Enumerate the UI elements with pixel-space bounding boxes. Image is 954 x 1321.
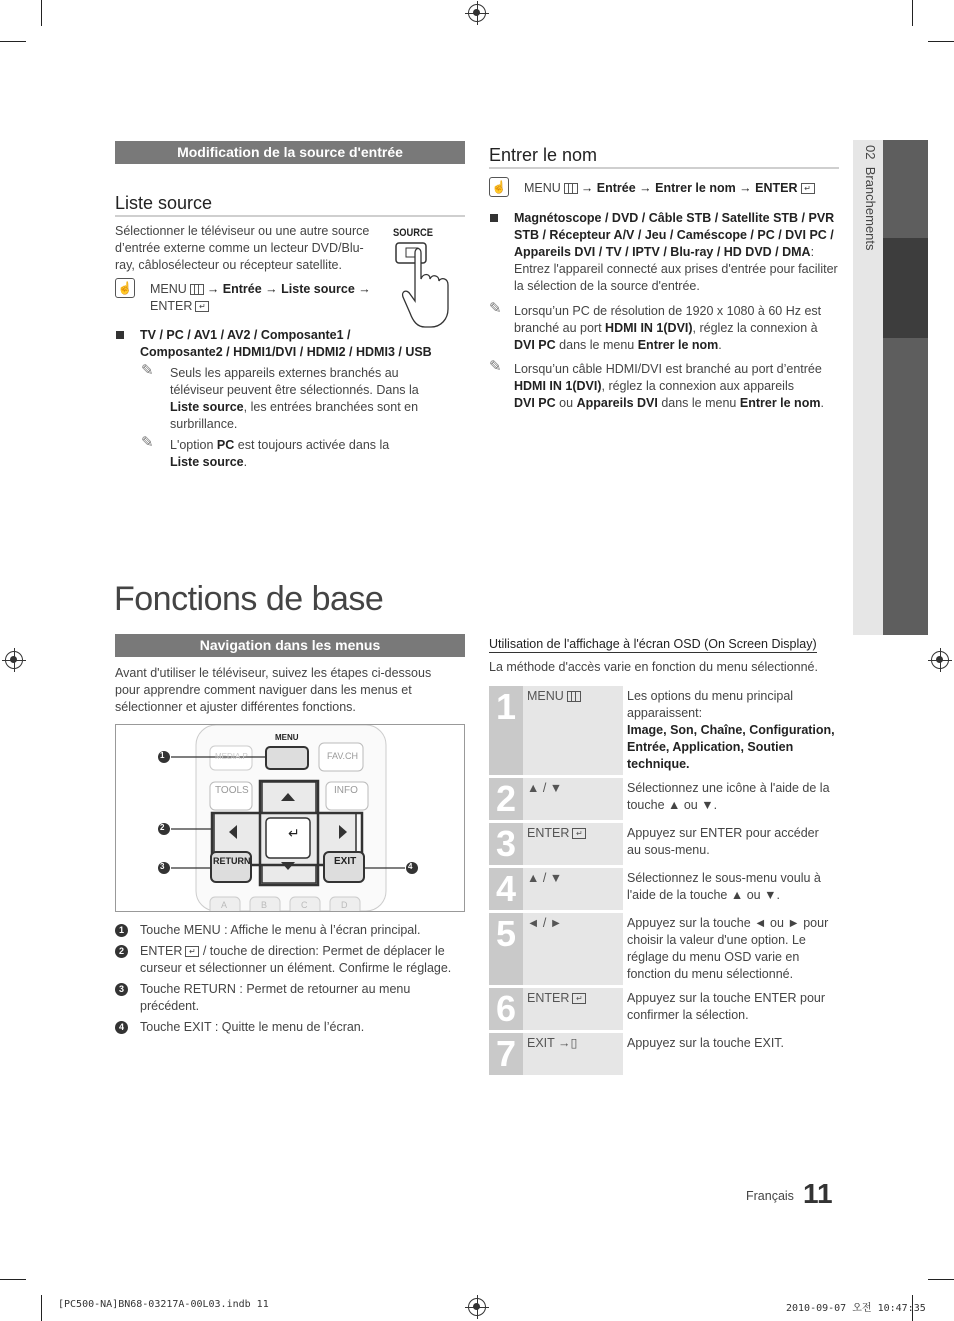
bullet-square <box>490 214 498 222</box>
registration-mark-icon <box>468 4 486 22</box>
source-button-illustration <box>393 227 463 332</box>
crop-mark <box>912 0 913 26</box>
navigation-intro: Avant d'utiliser le téléviseur, suivez les étapes ci-dessous pour apprendre comment naviguer dans les menus et sélectionner et ajuster différentes fonctions. <box>115 666 432 714</box>
hand-pointer-icon <box>393 239 463 331</box>
remote-favch-label: FAV.CH <box>327 751 359 761</box>
pencil-note-icon: ✎ <box>489 358 502 375</box>
heading-rule <box>489 167 839 169</box>
device-name-options: Magnétoscope / DVD / Câble STB / Satellite STB / PVR STB / Récepteur A/V / Jeu / Caméscope / PC / DVI PC / Appareils DVI / TV / IPTV / Blu-ray / HD DVD / DMA: Entrez l'appareil connecté aux prises d'entrée pour faciliter la sélection de la source d'entrée. <box>514 211 838 293</box>
step-key: ENTER ↵ <box>523 822 623 867</box>
crop-mark <box>0 1279 26 1280</box>
heading-entrer-le-nom: Entrer le nom <box>489 145 598 165</box>
exit-icon: →▯ <box>558 1036 578 1050</box>
remote-d-label: D <box>341 900 348 910</box>
step-number: 6 <box>489 987 523 1032</box>
note-pc-resolution: Lorsqu’un PC de résolution de 1920 x 1080 à 60 Hz est branché au port HDMI IN 1(DVI), réglez la connexion à DVI PC dans le menu Entrer le nom. <box>514 304 822 352</box>
osd-steps-table <box>489 686 839 1078</box>
menu-icon <box>564 183 578 194</box>
remote-tools-label: TOOLS <box>215 785 249 796</box>
side-tab-block <box>883 140 928 238</box>
chapter-label: Branchements <box>863 166 878 251</box>
table-row <box>489 987 839 1032</box>
step-key: ◄ / ► <box>523 912 623 987</box>
step-desc: Appuyez sur ENTER pour accéder au sous-menu. <box>623 822 839 867</box>
section-bar: Modification de la source d'entrée <box>115 141 465 164</box>
enter-icon: ↵ <box>572 828 586 839</box>
callout-3: 3 <box>160 862 165 871</box>
menu-path-note-icon <box>115 278 135 298</box>
side-tab-active <box>883 238 928 338</box>
heading-liste-source: Liste source <box>115 193 213 213</box>
note-external-devices: Seuls les appareils externes branchés au téléviseur peuvent être sélectionnés. Dans la Liste source, les entrées branchées sont en surbrillance. <box>170 366 419 431</box>
remote-info-label: INFO <box>334 785 358 796</box>
list-item: 4 Touche EXIT : Quitte le menu de l’écran. <box>115 1019 465 1036</box>
footer-language: Français <box>746 1189 794 1203</box>
enter-icon: ↵ <box>185 946 199 957</box>
step-key: ▲ / ▼ <box>523 867 623 912</box>
crop-mark <box>0 41 26 42</box>
table-row <box>489 822 839 867</box>
side-tab-label <box>858 145 878 345</box>
step-number: 5 <box>489 912 523 987</box>
menu-path-entrer-le-nom: MENU → Entrée → Entrer le nom → ENTER ↵ <box>524 180 839 197</box>
list-item: 3 Touche RETURN : Permet de retourner au menu précédent. <box>115 981 465 1015</box>
step-key: ENTER ↵ <box>523 987 623 1032</box>
step-key: EXIT →▯ <box>523 1032 623 1077</box>
bullet-square <box>116 331 124 339</box>
step-desc: Sélectionnez une icône à l'aide de la touche ▲ ou ▼. <box>623 777 839 822</box>
liste-source-intro: Sélectionner le téléviseur ou une autre source d’entrée externe comme un lecteur DVD/Blu-ray, câblosélecteur ou récepteur satellite. <box>115 224 370 272</box>
callout-4: 4 <box>408 862 413 871</box>
registration-mark-icon <box>931 651 949 669</box>
pencil-note-icon: ✎ <box>141 362 154 379</box>
menu-path-liste-source: MENU → Entrée → Liste source → ENTER ↵ <box>150 282 371 313</box>
osd-subtitle: La méthode d'accès varie en fonction du menu sélectionné. <box>489 660 818 674</box>
pencil-note-icon: ✎ <box>489 300 502 317</box>
table-row <box>489 686 839 777</box>
remote-exit-label: EXIT <box>334 856 357 867</box>
hand-note-icon: ☝ <box>115 278 135 298</box>
remote-return-label: RETURN <box>213 856 251 866</box>
list-item: 2 ENTER ↵ / touche de direction: Permet de déplacer le curseur et sélectionner un élément. Confirme le réglage. <box>115 943 465 977</box>
pencil-note-icon: ✎ <box>141 434 154 451</box>
menu-icon <box>567 691 581 702</box>
step-key: ▲ / ▼ <box>523 777 623 822</box>
page-section-title: Fonctions de base <box>114 580 384 618</box>
enter-icon: ↵ <box>801 183 815 194</box>
navigation-key-list <box>115 922 465 1036</box>
step-number: 4 <box>489 867 523 912</box>
step-number: 1 <box>489 686 523 777</box>
remote-illustration <box>115 724 465 912</box>
osd-heading: Utilisation de l'affichage à l'écran OSD (On Screen Display) <box>489 637 817 651</box>
enter-icon: ↵ <box>195 301 209 312</box>
menu-icon <box>190 284 204 295</box>
remote-b-label: B <box>261 900 268 910</box>
callout-1: 1 <box>160 751 165 760</box>
chapter-number: 02 <box>863 145 878 160</box>
remote-menu-label: MENU <box>275 733 299 742</box>
enter-icon: ↵ <box>572 993 586 1004</box>
source-label: SOURCE <box>393 227 434 239</box>
crop-mark <box>41 1295 42 1321</box>
table-row <box>489 912 839 987</box>
step-desc: Sélectionnez le sous-menu voulu à l'aide de la touche ▲ ou ▼. <box>623 867 839 912</box>
step-number: 2 <box>489 777 523 822</box>
table-row <box>489 777 839 822</box>
footer-date: 2010-09-07 오전 10:47:35 <box>786 1303 926 1314</box>
remote-c-label: C <box>301 900 308 910</box>
crop-mark <box>41 0 42 26</box>
heading-rule <box>115 215 465 217</box>
step-key: MENU <box>523 686 623 777</box>
section-bar: Navigation dans les menus <box>115 634 465 657</box>
menu-path-note-icon <box>489 177 509 197</box>
list-item: 1 Touche MENU : Affiche le menu à l’écran principal. <box>115 922 465 939</box>
table-row <box>489 1032 839 1077</box>
remote-media-label: MEDIA.P <box>215 752 248 761</box>
step-desc: Appuyez sur la touche ◄ ou ► pour choisir la valeur d'une option. Le réglage du menu OSD varie en fonction du menu sélectionné. <box>623 912 839 987</box>
source-list-options: TV / PC / AV1 / AV2 / Composante1 / Composante2 / HDMI1/DVI / HDMI2 / HDMI3 / USB <box>140 328 432 359</box>
note-pc-option: L'option PC est toujours activée dans la Liste source. <box>170 438 390 469</box>
side-tab-block <box>883 338 928 635</box>
table-row <box>489 867 839 912</box>
registration-mark-icon <box>5 651 23 669</box>
step-number: 3 <box>489 822 523 867</box>
step-desc: Les options du menu principal apparaissent: Image, Son, Chaîne, Configuration, Entrée, Application, Soutien technique. <box>623 686 839 777</box>
page-number: 11 <box>803 1178 833 1209</box>
step-desc: Appuyez sur la touche ENTER pour confirmer la sélection. <box>623 987 839 1032</box>
callout-2: 2 <box>160 823 165 832</box>
step-desc: Appuyez sur la touche EXIT. <box>623 1032 839 1077</box>
crop-mark <box>928 1279 954 1280</box>
remote-a-label: A <box>221 900 228 910</box>
hand-note-icon: ☝ <box>489 177 509 197</box>
note-hdmi-dvi-cable: Lorsqu’un câble HDMI/DVI est branché au port d’entrée HDMI IN 1(DVI), réglez la connexion aux appareils DVI PC ou Appareils DVI dans le menu Entrer le nom. <box>514 362 824 410</box>
registration-mark-icon <box>468 1298 486 1316</box>
remote-enter-icon: ↵ <box>288 825 300 841</box>
remote-drawing <box>116 725 464 911</box>
step-number: 7 <box>489 1032 523 1077</box>
crop-mark <box>928 41 954 42</box>
footer-file: [PC500-NA]BN68-03217A-00L03.indb 11 <box>58 1299 269 1310</box>
